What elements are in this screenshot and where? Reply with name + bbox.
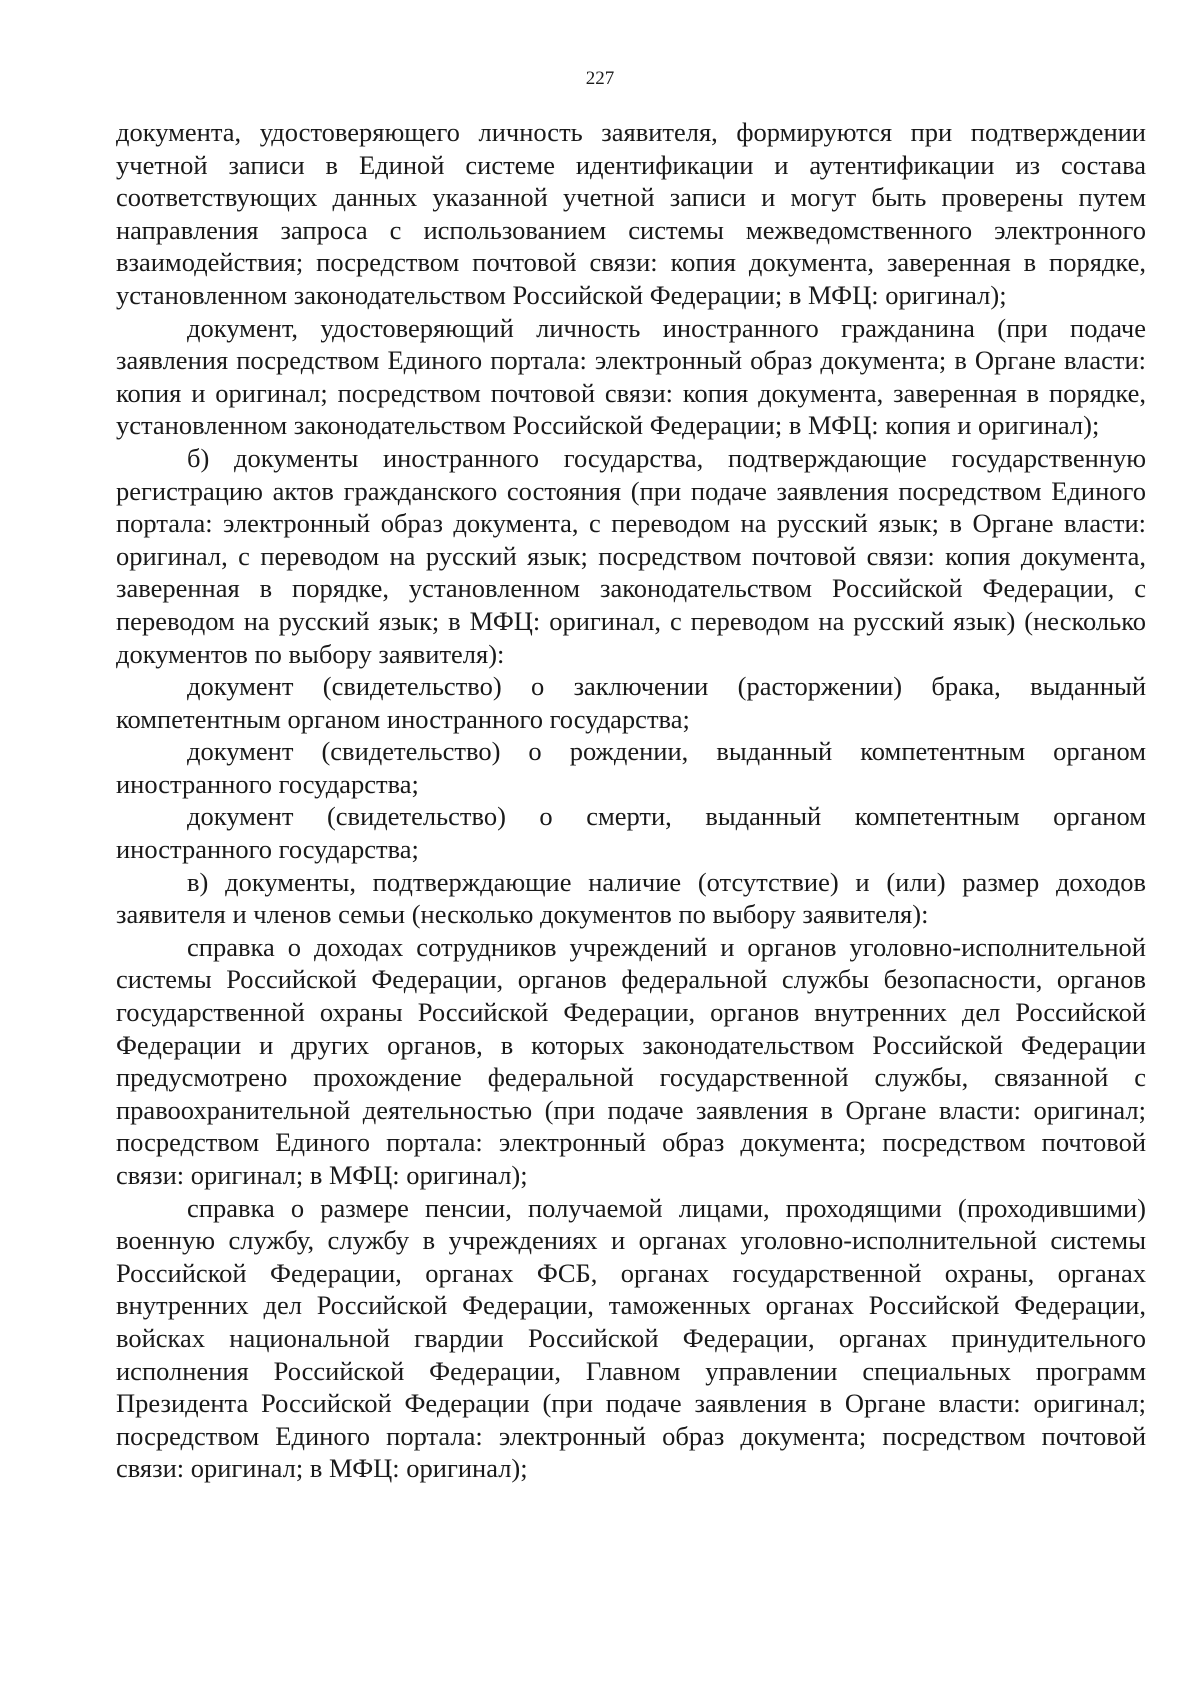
paragraph-birth-certificate: документ (свидетельство) о рождении, выданный компетентным органом иностранного государства; (116, 736, 1146, 799)
paragraph-death-certificate: документ (свидетельство) о смерти, выданный компетентным органом иностранного государства; (116, 801, 1146, 865)
page-number: 227 (585, 68, 615, 89)
paragraph-pension-certificate: справка о размере пенсии, получаемой лицами, проходящими (проходившими) военную службу, службу в учреждениях и органах уголовно-исполнительной системы Российской Федерации, органах ФСБ, органах государственной охраны, органах внутренних дел Российской Федерации, таможенных органах Российской Федерации, войсках национальной гвардии Российской Федерации, органах принудительного исполнения Российской Федерации, Главном управлении специальных программ Президента Российской Федерации (при подаче заявления в Органе власти: оригинал; посредством Единого портала: электронный образ документа; посредством почтовой связи: оригинал; в МФЦ: оригинал); (116, 1192, 1146, 1484)
paragraph-item-v: в) документы, подтверждающие наличие (отсутствие) и (или) размер доходов заявителя и членов семьи (несколько документов по выбору заявителя): (116, 866, 1146, 930)
paragraph-marriage-certificate: документ (свидетельство) о заключении (расторжении) брака, выданный компетентным органом иностранного государства; (116, 671, 1146, 734)
paragraph-income-certificate: справка о доходах сотрудников учреждений и органов уголовно-исполнительной системы Российской Федерации, органов федеральной службы безопасности, органов государственной охраны Российской Федерации, органов внутренних дел Российской Федерации и других органов, в которых законодательством Российской Федерации предусмотрено прохождение федеральной государственной службы, связанной с правоохранительной деятельностью (при подаче заявления в Органе власти: оригинал; посредством Единого портала: электронный образ документа; посредством почтовой связи: оригинал; в МФЦ: оригинал); (116, 931, 1146, 1190)
paragraph-foreign-id: документ, удостоверяющий личность иностранного гражданина (при подаче заявления посредством Единого портала: электронный образ документа; в Органе власти: копия и оригинал; посредством почтовой связи: копия документа, заверенная в порядке, установленном законодательством Российской Федерации; в МФЦ: копия и оригинал); (116, 312, 1146, 441)
paragraph-continuation: документа, удостоверяющего личность заявителя, формируются при подтверждении учетной записи в Единой системе идентификации и аутентификации из состава соответствующих данных указанной учетной записи и могут быть проверены путем направления запроса с использованием системы межведомственного электронного взаимодействия; посредством почтовой связи: копия документа, заверенная в порядке, установленном законодательством Российской Федерации; в МФЦ: оригинал); (116, 117, 1146, 310)
document-body (116, 116, 1146, 1485)
paragraph-item-b: б) документы иностранного государства, подтверждающие государственную регистрацию актов гражданского состояния (при подаче заявления посредством Единого портала: электронный образ документа, с переводом на русский язык; в Органе власти: оригинал, с переводом на русский язык; посредством почтовой связи: копия документа, заверенная в порядке, установленном законодательством Российской Федерации, с переводом на русский язык; в МФЦ: оригинал, с переводом на русский язык) (несколько документов по выбору заявителя): (116, 442, 1146, 669)
